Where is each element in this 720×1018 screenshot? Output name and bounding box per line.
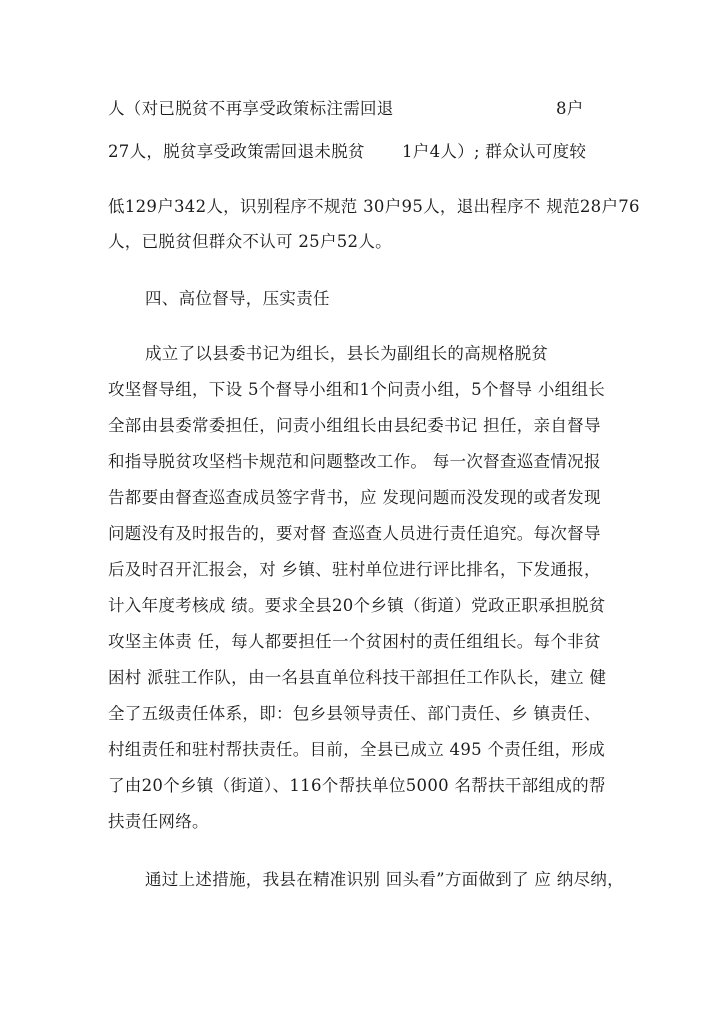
paragraph-line-5: 告都要由督查巡查成员签字背书，应 发现问题而没发现的或者发现 — [108, 488, 601, 507]
text-line-4: 人，已脱贫但群众不认可 25户52人。 — [108, 232, 392, 251]
text-line-2: 27人，脱贫享受政策需回退未脱贫 — [108, 142, 365, 161]
section-heading: 四、高位督导，压实责任 — [145, 289, 330, 308]
paragraph-line-2: 攻坚督导组，下设 5个督导小组和1个问责小组，5个督导 小组组长 — [108, 380, 606, 399]
paragraph-line-4: 和指导脱贫攻坚档卡规范和问题整改工作。 每一次督查巡查情况报 — [108, 452, 601, 471]
paragraph-line-9: 攻坚主体责 任，每人都要担任一个贫困村的责任组组长。每个非贫 — [108, 632, 601, 651]
text-line-2-tail: 1户4人）; 群众认可度较 — [402, 142, 587, 161]
text-line-1: 人（对已脱贫不再享受政策标注需回退 — [108, 99, 394, 118]
paragraph-line-7: 后及时召开汇报会，对 乡镇、驻村单位进行评比排名，下发通报， — [108, 560, 601, 579]
paragraph-line-1: 成立了以县委书记为组长，县长为副组长的高规格脱贫 — [145, 344, 549, 363]
text-line-3: 低129户342人，识别程序不规范 30户95人，退出程序不 规范28户76 — [108, 197, 640, 216]
paragraph-line-6: 问题没有及时报告的，要对督 查巡查人员进行责任追究。每次督导 — [108, 524, 601, 543]
paragraph-line-13: 了由20个乡镇（街道）、116个帮扶单位5000 名帮扶干部组成的帮 — [108, 776, 606, 795]
paragraph-line-14: 扶责任网络。 — [108, 812, 209, 831]
paragraph-line-11: 全了五级责任体系，即：包乡县领导责任、部门责任、乡 镇责任、 — [108, 704, 601, 723]
paragraph-line-8: 计入年度考核成 绩。要求全县20个乡镇（街道）党政正职承担脱贫 — [108, 596, 606, 615]
paragraph-line-12: 村组责任和驻村帮扶责任。目前，全县已成立 495 个责任组，形成 — [108, 740, 606, 759]
closing-paragraph-line: 通过上述措施，我县在精准识别 回头看”方面做到了 应 纳尽纳， — [145, 870, 624, 889]
paragraph-line-10: 困村 派驻工作队，由一名县直单位科技干部担任工作队长，建立 健 — [108, 668, 607, 687]
paragraph-line-3: 全部由县委常委担任，问责小组组长由县纪委书记 担任，亲自督导 — [108, 416, 601, 435]
text-line-1-tail: 8户 — [556, 99, 584, 118]
